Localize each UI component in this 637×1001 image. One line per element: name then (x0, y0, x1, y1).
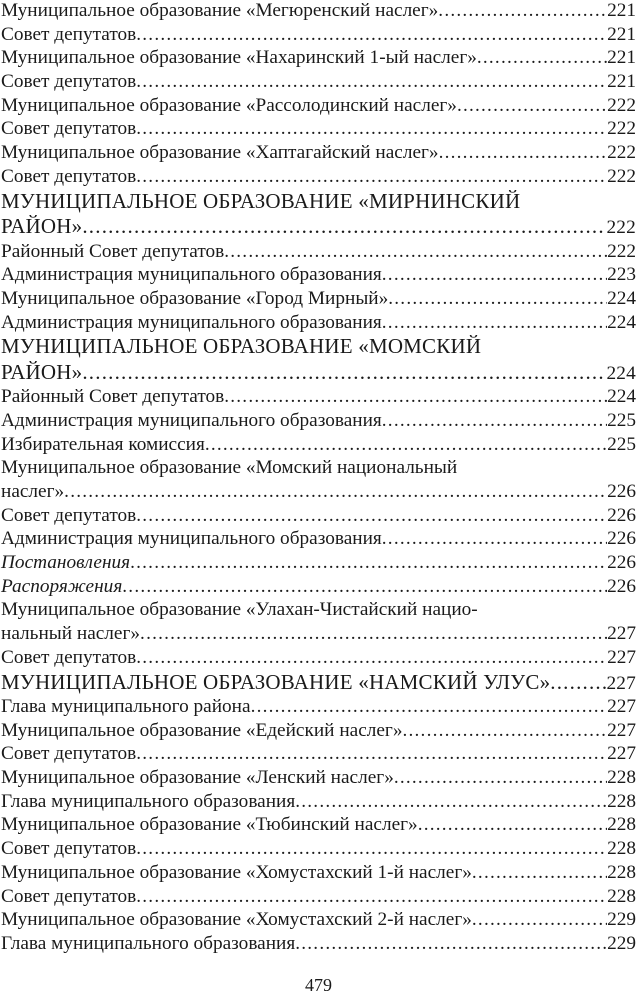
dot-leader (136, 837, 607, 861)
toc-entry-page: 229 (607, 909, 636, 931)
toc-entry (1, 861, 636, 885)
toc-entry-label: Муниципальное образование «Мегюренский наслег» (1, 0, 439, 21)
dot-leader (550, 670, 606, 696)
toc-entry-page: 224 (606, 362, 636, 384)
dot-leader (136, 885, 607, 909)
toc-entry (1, 908, 636, 932)
toc-entry-label: Муниципальное образование «Город Мирный» (1, 287, 389, 309)
toc-entry (1, 837, 636, 861)
toc-entry (1, 117, 636, 141)
toc-entry-label: Совет депутатов (1, 23, 137, 45)
toc-entry-page: 222 (607, 142, 636, 164)
toc-entry-page: 225 (607, 409, 636, 431)
toc-entry-label: Совет депутатов (1, 646, 137, 668)
toc-entry-page: 228 (607, 814, 636, 836)
toc-entry-page: 227 (606, 672, 636, 694)
toc-entry-label: Избирательная комиссия (1, 433, 205, 455)
toc-entry-page: 227 (607, 719, 636, 741)
toc-entry (1, 385, 636, 409)
toc-entry-page: 221 (607, 23, 636, 45)
dot-leader (439, 141, 608, 165)
toc-entry-page: 226 (607, 504, 636, 526)
toc-entry-label: Глава муниципального района (1, 696, 251, 717)
toc-entry-label: Муниципальное образование «Рассолодинский наслег» (1, 94, 457, 116)
dot-leader (472, 908, 607, 932)
toc-entry-page: 221 (607, 71, 636, 93)
toc-entry-page: 228 (607, 767, 636, 789)
toc-entry (1, 287, 636, 311)
toc-entry (1, 189, 636, 215)
toc-entry-label: МУНИЦИПАЛЬНОЕ ОБРАЗОВАНИЕ «МОМСКИЙ (1, 334, 482, 359)
toc-entry-label: Муниципальное образование «Тюбинский наслег» (1, 814, 418, 836)
toc-entry-page: 226 (607, 481, 636, 502)
dot-leader (122, 575, 607, 599)
dot-leader (136, 23, 607, 47)
toc-entry-label: Совет депутатов (1, 118, 137, 140)
toc-entry-label: Совет депутатов (1, 504, 137, 526)
toc-entry-page: 228 (607, 838, 636, 860)
toc-entry-label: Совет депутатов (1, 885, 137, 907)
dot-leader (382, 263, 607, 287)
toc-entry-page: 227 (607, 696, 636, 717)
toc-entry-page: 223 (607, 264, 636, 286)
dot-leader (224, 385, 607, 409)
toc-entry (1, 646, 636, 670)
toc-entry (1, 766, 636, 790)
toc-entry (1, 70, 636, 94)
toc-entry-page: 227 (607, 646, 636, 668)
toc-entry (1, 433, 636, 457)
toc-entry (1, 480, 636, 504)
dot-leader (136, 117, 607, 141)
dot-leader (472, 861, 607, 885)
toc-entry-label: Совет депутатов (1, 165, 137, 187)
toc-entry (1, 409, 636, 433)
dot-leader (136, 742, 607, 766)
dot-leader (136, 504, 607, 528)
toc-entry-label: Муниципальное образование «Ленский наслег» (1, 767, 394, 789)
toc-entry-page: 226 (607, 575, 636, 597)
toc-entry-label: Администрация муниципального образования (1, 409, 382, 431)
dot-leader (295, 932, 607, 956)
dot-leader (140, 622, 607, 646)
dot-leader (295, 790, 607, 814)
toc-entry (1, 670, 636, 696)
toc-entry-label: Районный Совет депутатов (1, 386, 225, 408)
dot-leader (136, 646, 607, 670)
page-number: 479 (305, 975, 332, 995)
toc-entry-page: 222 (607, 240, 636, 262)
toc-entry (1, 813, 636, 837)
toc-entry-label: Муниципальное образование «Нахаринский 1-ый наслег» (1, 47, 477, 69)
toc-entry-label: РАЙОН» (1, 214, 83, 238)
toc-entry (1, 456, 636, 480)
toc-entry-page: 224 (607, 386, 636, 408)
toc-entry-label: РАЙОН» (1, 359, 83, 384)
dot-leader (382, 527, 607, 551)
dot-leader (136, 165, 607, 189)
toc-entry (1, 311, 636, 335)
dot-leader (82, 214, 606, 240)
toc-entry-page: 224 (607, 311, 636, 333)
dot-leader (136, 70, 607, 94)
toc-entry (1, 719, 636, 743)
toc-entry-page: 227 (607, 623, 636, 645)
toc-entry-page: 221 (607, 47, 636, 69)
toc-entry-label: Глава муниципального образования (1, 932, 296, 954)
dot-leader (205, 433, 607, 457)
toc-entry (1, 598, 636, 622)
toc-entry-label: Совет депутатов (1, 71, 137, 93)
toc-entry-page: 222 (607, 165, 636, 187)
toc-entry-page: 224 (607, 287, 636, 309)
toc-entry-page: 229 (607, 932, 636, 954)
toc-entry-page: 227 (607, 743, 636, 765)
toc-entry-page: 222 (607, 94, 636, 116)
dot-leader (251, 695, 608, 719)
toc-entry-label: наслег» (1, 481, 65, 502)
toc-entry (1, 214, 636, 240)
toc-entry (1, 240, 636, 264)
toc-entry-label: Совет депутатов (1, 743, 137, 765)
toc-entry (1, 932, 636, 956)
toc-entry-label: Распоряжения (1, 575, 123, 597)
toc-entry-label: Совет депутатов (1, 838, 137, 860)
dot-leader (224, 240, 607, 264)
toc-entry (1, 885, 636, 909)
toc-entry-page: 226 (607, 552, 636, 574)
toc-entry-label: Муниципальное образование «Едейский наслег» (1, 719, 403, 741)
toc-entry-label: Администрация муниципального образования (1, 311, 382, 333)
toc-entry-label: МУНИЦИПАЛЬНОЕ ОБРАЗОВАНИЕ «НАМСКИЙ УЛУС» (1, 669, 551, 694)
toc-entry-label: Постановления (1, 552, 131, 574)
dot-leader (64, 480, 607, 504)
toc-entry (1, 0, 636, 23)
toc-entry (1, 94, 636, 118)
toc-entry-page: 226 (607, 528, 636, 550)
toc-entry-label: Районный Совет депутатов (1, 240, 225, 262)
toc-entry (1, 46, 636, 70)
toc-entry (1, 141, 636, 165)
toc-entry-page: 222 (607, 118, 636, 140)
toc-entry (1, 23, 636, 47)
toc-entry-label: Муниципальное образование «Хаптагайский наслег» (1, 142, 439, 164)
dot-leader (130, 551, 607, 575)
toc-entry-label: Муниципальное образование «Хомустахский 1-й наслег» (1, 861, 472, 883)
toc-entry-label: Администрация муниципального образования (1, 528, 382, 550)
toc-entry-label: Глава муниципального образования (1, 790, 296, 812)
dot-leader (382, 409, 607, 433)
toc-entry-page: 225 (607, 433, 636, 455)
toc-entry-page: 222 (606, 217, 636, 238)
toc-entry (1, 695, 636, 719)
toc-entry-label: МУНИЦИПАЛЬНОЕ ОБРАЗОВАНИЕ «МИРНИНСКИЙ (1, 188, 521, 213)
dot-leader (457, 94, 607, 118)
dot-leader (388, 287, 607, 311)
toc-entry (1, 551, 636, 575)
toc-entry-label: Муниципальное образование «Момский национальный (1, 457, 458, 479)
toc-entry-page: 221 (607, 0, 636, 21)
toc-entry-page: 228 (607, 790, 636, 812)
dot-leader (477, 46, 607, 70)
toc-entry-page: 228 (607, 861, 636, 883)
dot-leader (402, 719, 607, 743)
toc-entry (1, 790, 636, 814)
toc-entry (1, 622, 636, 646)
toc-entry-label: Администрация муниципального образования (1, 264, 382, 286)
toc-entry (1, 527, 636, 551)
toc-entry (1, 360, 636, 386)
toc-entry (1, 742, 636, 766)
toc-entry (1, 504, 636, 528)
dot-leader (418, 813, 607, 837)
dot-leader (382, 311, 607, 335)
toc-entry-label: Муниципальное образование «Улахан-Чистайский нацио- (1, 599, 478, 621)
toc-entry-page: 228 (607, 885, 636, 907)
toc-entry-label: Муниципальное образование «Хомустахский 2-й наслег» (1, 909, 472, 931)
dot-leader (394, 766, 607, 790)
dot-leader (438, 0, 607, 23)
toc-entry (1, 165, 636, 189)
toc-entry (1, 334, 636, 360)
toc-entry (1, 575, 636, 599)
table-of-contents (1, 0, 636, 956)
toc-entry-label: нальный наслег» (1, 623, 141, 645)
toc-entry (1, 263, 636, 287)
dot-leader (82, 360, 606, 386)
